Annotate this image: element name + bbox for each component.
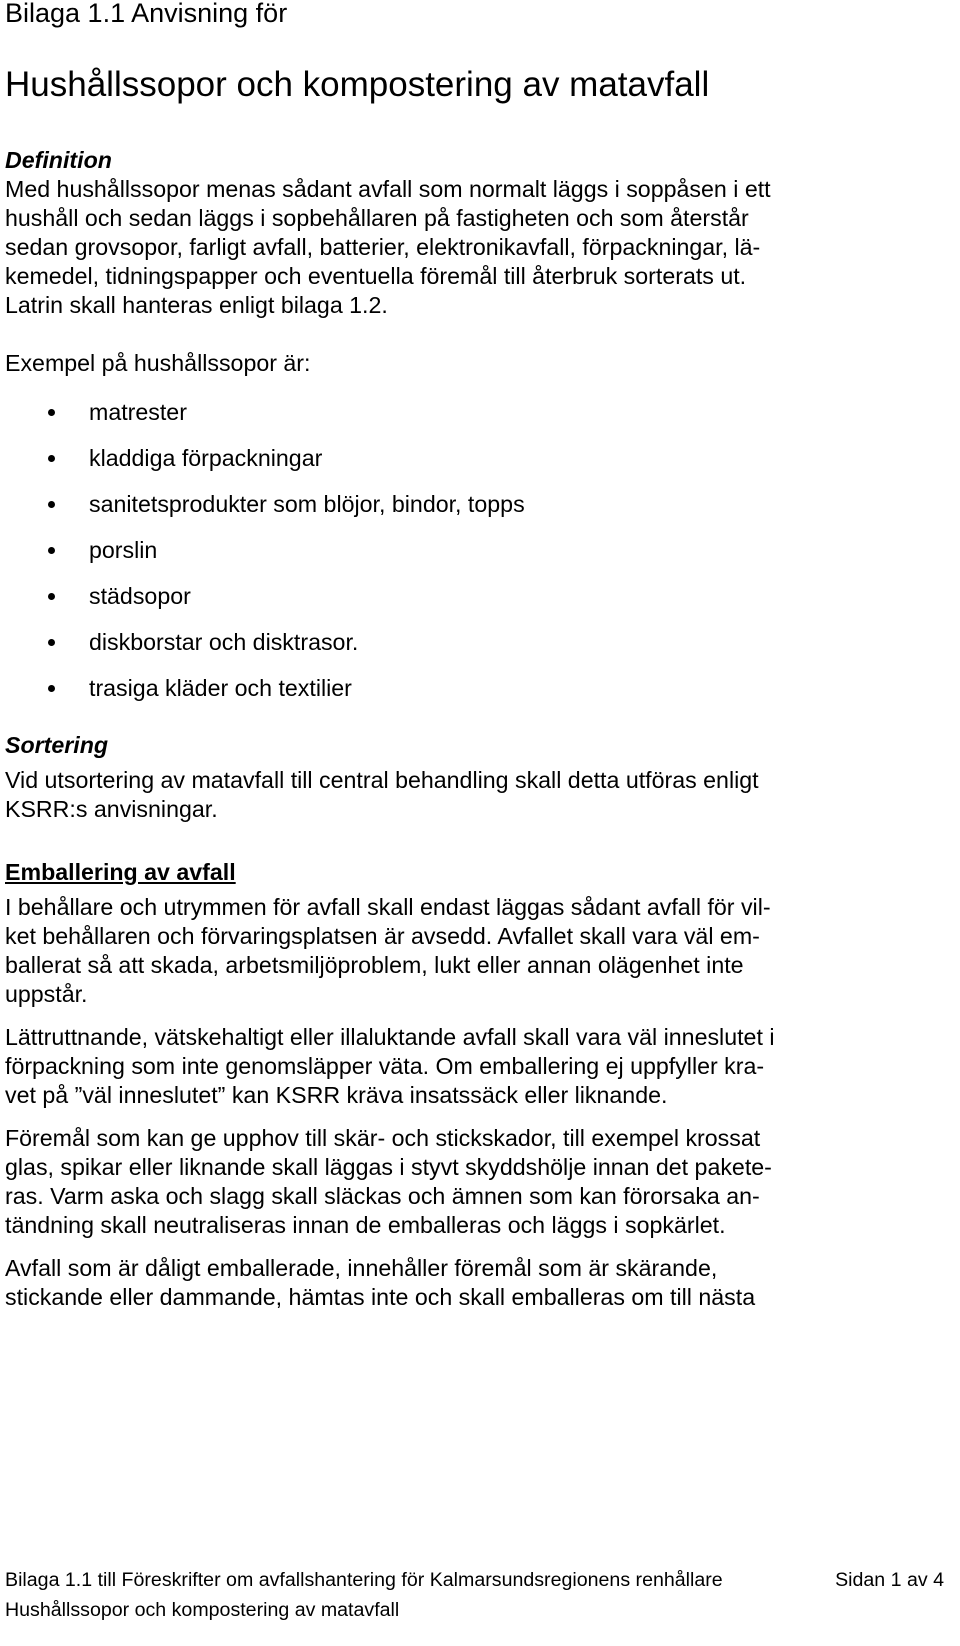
- text-line: glas, spikar eller liknande skall läggas i styvt skyddshölje innan det pakete-: [5, 1154, 772, 1180]
- list-item-label: städsopor: [89, 583, 191, 609]
- text-line: ras. Varm aska och slagg skall släckas och ämnen som kan förorsaka an-: [5, 1183, 760, 1209]
- list-item-label: porslin: [89, 537, 158, 563]
- text-line: förpackning som inte genomsläpper väta. Om emballering ej uppfyller kra-: [5, 1053, 765, 1079]
- document-title: Hushållssopor och kompostering av matavfall: [5, 65, 710, 104]
- annex-label: Bilaga 1.1 Anvisning för: [5, 0, 288, 28]
- packaging-paragraph-1: [5, 893, 945, 1009]
- list-item: [5, 481, 945, 527]
- examples-list: [5, 389, 945, 711]
- examples-intro: Exempel på hushållssopor är:: [5, 350, 311, 376]
- packaging-paragraph-4: [5, 1254, 945, 1312]
- text-line: I behållare och utrymmen för avfall skall endast läggas sådant avfall för vil-: [5, 894, 771, 920]
- list-item: [5, 619, 945, 665]
- text-line: tändning skall neutraliseras innan de emballeras och läggs i sopkärlet.: [5, 1212, 726, 1238]
- text-line: hushåll och sedan läggs i sopbehållaren på fastigheten och som återstår: [5, 205, 749, 231]
- text-line: vet på ”väl inneslutet” kan KSRR kräva insatssäck eller liknande.: [5, 1082, 668, 1108]
- list-item-label: matrester: [89, 399, 187, 425]
- text-line: ket behållaren och förvaringsplatsen är avsedd. Avfallet skall vara väl em-: [5, 923, 760, 949]
- packaging-paragraph-3: [5, 1124, 945, 1240]
- list-item: [5, 389, 945, 435]
- text-line: Lättruttnande, vätskehaltigt eller illaluktande avfall skall vara väl inneslutet i: [5, 1024, 775, 1050]
- page-number: Sidan 1 av 4: [835, 1569, 944, 1591]
- list-item: [5, 435, 945, 481]
- text-line: Med hushållssopor menas sådant avfall som normalt läggs i soppåsen i ett: [5, 176, 771, 202]
- text-line: Vid utsortering av matavfall till central behandling skall detta utföras enligt: [5, 767, 759, 793]
- list-item-label: trasiga kläder och textilier: [89, 675, 352, 701]
- page-footer: [5, 1565, 944, 1625]
- sorting-heading: Sortering: [5, 732, 109, 758]
- packaging-heading: Emballering av avfall: [5, 859, 236, 885]
- list-item-label: sanitetsprodukter som blöjor, bindor, topps: [89, 491, 525, 517]
- list-item: [5, 527, 945, 573]
- bullet-icon: [48, 593, 55, 600]
- footer-title: Hushållssopor och kompostering av matavfall: [5, 1599, 400, 1621]
- list-item: [5, 573, 945, 619]
- text-line: ballerat så att skada, arbetsmiljöproblem, lukt eller annan olägenhet inte: [5, 952, 744, 978]
- document-body: [5, 146, 945, 1312]
- list-item-label: diskborstar och disktrasor.: [89, 629, 359, 655]
- list-item: [5, 665, 945, 711]
- text-line: kemedel, tidningspapper och eventuella föremål till återbruk sorterats ut.: [5, 263, 747, 289]
- text-line: Avfall som är dåligt emballerade, innehåller föremål som är skärande,: [5, 1255, 718, 1281]
- text-line: stickande eller dammande, hämtas inte och skall emballeras om till nästa: [5, 1284, 756, 1310]
- bullet-icon: [48, 639, 55, 646]
- bullet-icon: [48, 685, 55, 692]
- text-line: Latrin skall hanteras enligt bilaga 1.2.: [5, 292, 388, 318]
- bullet-icon: [48, 547, 55, 554]
- definition-paragraph: [5, 175, 945, 320]
- text-line: Föremål som kan ge upphov till skär- och stickskador, till exempel krossat: [5, 1125, 761, 1151]
- bullet-icon: [48, 455, 55, 462]
- text-line: sedan grovsopor, farligt avfall, batterier, elektronikavfall, förpackningar, lä-: [5, 234, 761, 260]
- sorting-paragraph: [5, 766, 945, 824]
- packaging-paragraph-2: [5, 1023, 945, 1110]
- text-line: KSRR:s anvisningar.: [5, 796, 218, 822]
- text-line: uppstår.: [5, 981, 88, 1007]
- bullet-icon: [48, 501, 55, 508]
- footer-document-reference: Bilaga 1.1 till Föreskrifter om avfallshantering för Kalmarsundsregionens renhållare: [5, 1569, 723, 1591]
- bullet-icon: [48, 409, 55, 416]
- list-item-label: kladdiga förpackningar: [89, 445, 323, 471]
- definition-heading: Definition: [5, 147, 112, 173]
